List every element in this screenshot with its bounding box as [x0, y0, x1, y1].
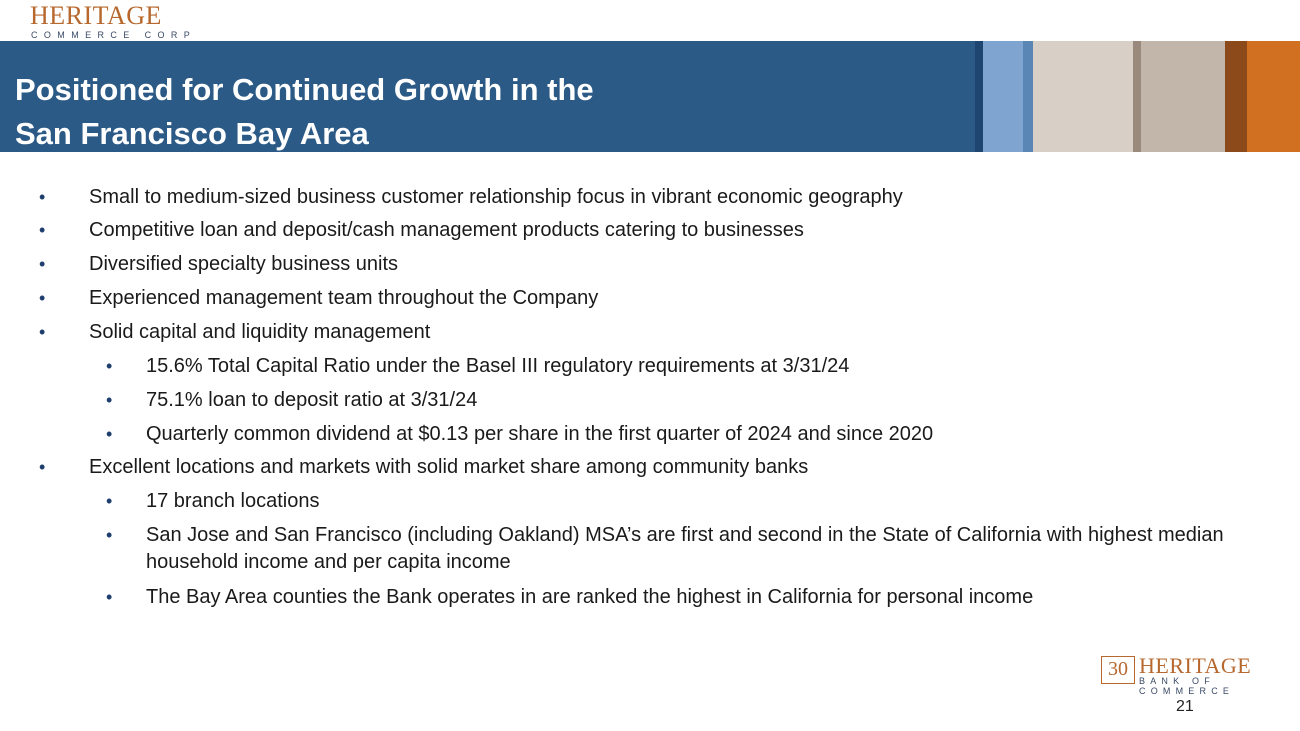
heritage-bank-logo [1101, 653, 1291, 696]
logo-sub-text: COMMERCE CORP [31, 30, 197, 40]
bullet-dot: • [106, 356, 113, 376]
logo-brand-text: HERITAGE [30, 1, 162, 30]
banner-stripe [975, 41, 983, 152]
list-item [39, 217, 1269, 244]
list-item [106, 421, 1266, 448]
bullet-dot: • [39, 187, 46, 207]
bullet-list [0, 180, 1300, 650]
bullet-dot: • [39, 288, 46, 308]
bullet-dot: • [106, 587, 113, 607]
list-item-text: 17 branch locations [146, 490, 320, 512]
list-item-text: Diversified specialty business units [89, 253, 399, 275]
bullet-dot: • [39, 322, 46, 342]
list-item-text: Solid capital and liquidity management [89, 321, 431, 343]
heritage-commerce-corp-logo [30, 1, 200, 40]
list-item-text: Quarterly common dividend at $0.13 per share in the first quarter of 2024 and since 2020 [146, 423, 934, 445]
list-item [106, 387, 1266, 414]
list-item-text: San Jose and San Francisco (including Oakland) MSA’s are first and second in the State of California with highest median household income and per capita income [146, 524, 1224, 573]
logo-brand-text: HERITAGE [1139, 653, 1252, 678]
list-item-text: 75.1% loan to deposit ratio at 3/31/24 [146, 389, 478, 411]
bullet-dot: • [39, 254, 46, 274]
list-item [106, 488, 1266, 515]
bullet-dot: • [39, 220, 46, 240]
page-title [15, 68, 915, 156]
bullet-dot: • [106, 390, 113, 410]
banner-stripe [1141, 41, 1225, 152]
list-item-text: Experienced management team throughout the Company [89, 287, 599, 309]
anniversary-seal-icon: 30 [1101, 656, 1135, 684]
banner-stripe [1247, 41, 1300, 152]
list-item [39, 184, 1269, 211]
banner-stripe [1033, 41, 1133, 152]
list-item [39, 285, 1269, 312]
list-item [39, 454, 1269, 481]
banner-stripe [983, 41, 1023, 152]
bullet-dot: • [39, 457, 46, 477]
banner-stripe [1225, 41, 1247, 152]
title-line-1: Positioned for Continued Growth in the [15, 72, 594, 107]
list-item [106, 353, 1266, 380]
list-item [106, 522, 1266, 576]
banner-stripe [1023, 41, 1033, 152]
list-item [39, 251, 1269, 278]
bullet-dot: • [106, 525, 113, 545]
list-item-text: The Bay Area counties the Bank operates in are ranked the highest in California for personal income [146, 586, 1034, 608]
page-number: 21 [1176, 698, 1194, 715]
logo-sub-text: BANK OF COMMERCE [1139, 676, 1235, 696]
bullet-dot: • [106, 424, 113, 444]
list-item-text: Small to medium-sized business customer relationship focus in vibrant economic geography [89, 186, 903, 208]
list-item-text: Competitive loan and deposit/cash management products catering to businesses [89, 219, 804, 241]
list-item [39, 319, 1269, 346]
bullet-dot: • [106, 491, 113, 511]
title-line-2: San Francisco Bay Area [15, 116, 369, 151]
list-item-text: 15.6% Total Capital Ratio under the Basel III regulatory requirements at 3/31/24 [146, 355, 850, 377]
list-item [106, 584, 1266, 611]
banner-stripe [1133, 41, 1141, 152]
list-item-text: Excellent locations and markets with solid market share among community banks [89, 456, 809, 478]
